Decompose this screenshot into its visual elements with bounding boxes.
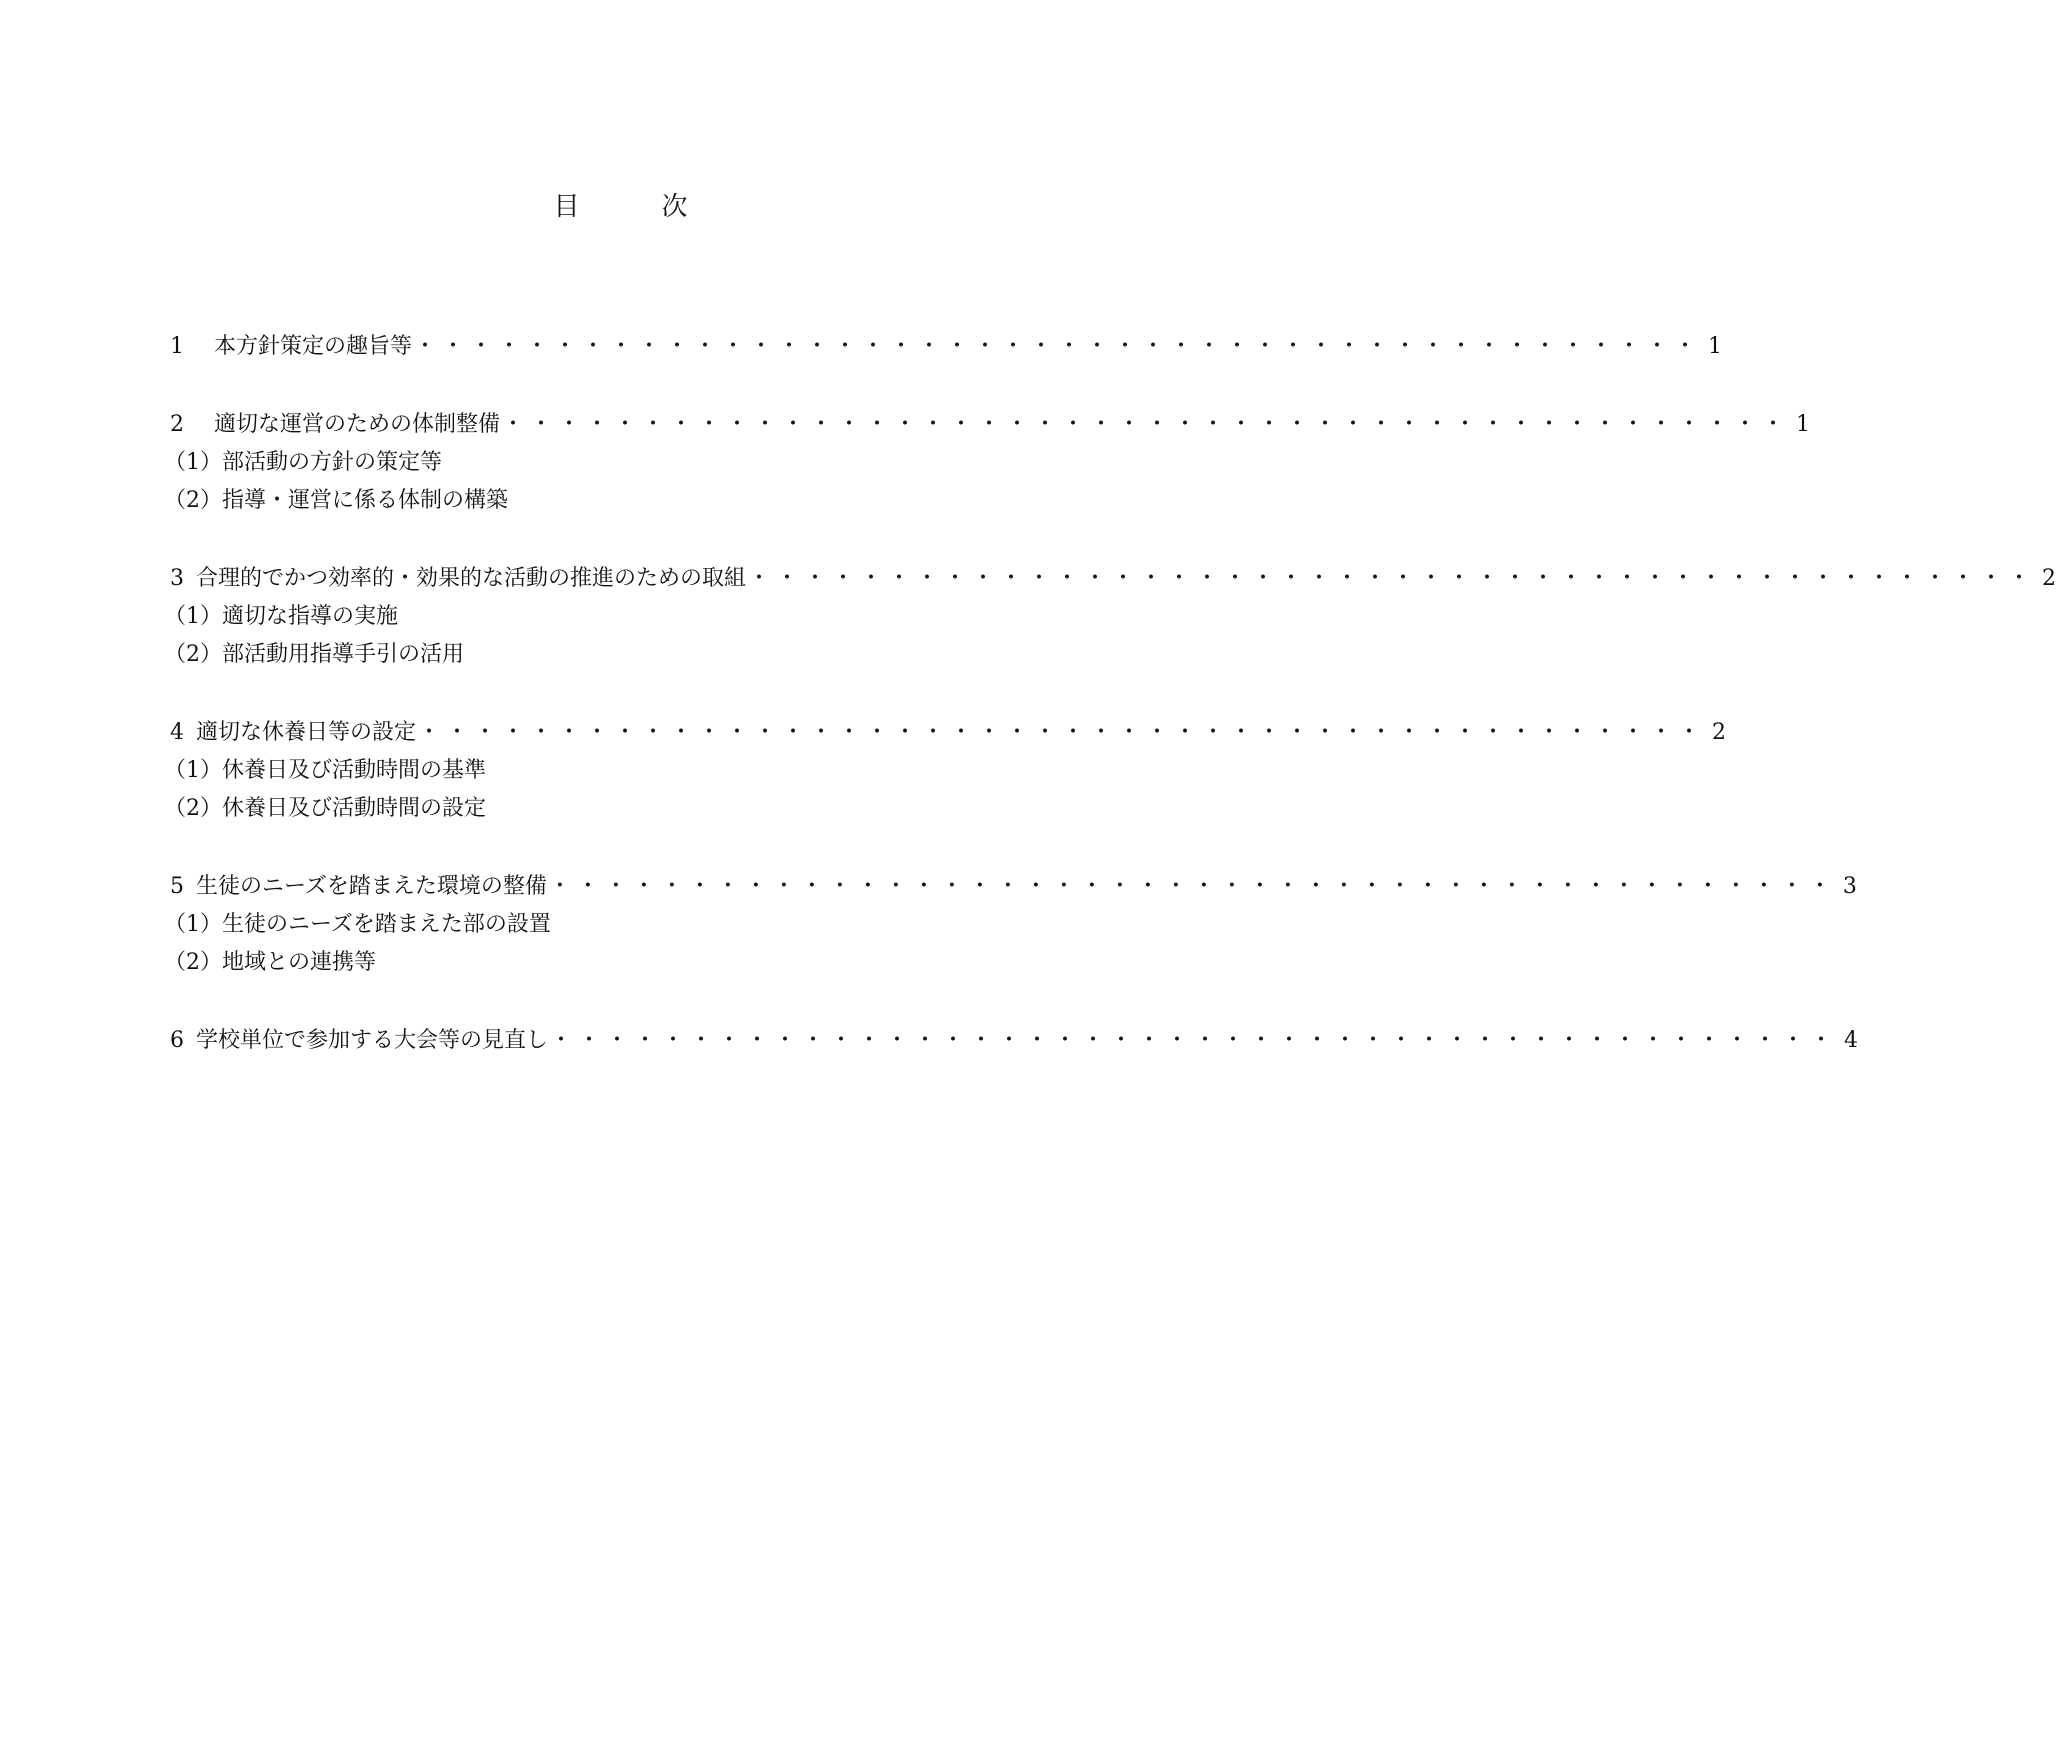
dot-leader: ・・・・・・・・・・・・・・・・・・・・・・・・・・・・・・・・・・・・・・・・・・・・・・ [414,334,1703,359]
dot-leader: ・・・・・・・・・・・・・・・・・・・・・・・・・・・・・・・・・・・・・・・・・・・・・・ [502,412,1791,437]
dot-leader: ・・・・・・・・・・・・・・・・・・・・・・・・・・・・・・・・・・・・・・・・・・・・・・ [550,1028,1839,1053]
toc-entry-page: 2 [2042,566,2056,591]
toc-entry-number: 1 [170,334,184,359]
toc-entry-number: 2 [170,412,184,437]
toc-subentry[interactable]: （1）生徒のニーズを踏まえた部の設置 [164,912,551,937]
toc-entry-page: 2 [1712,720,1727,745]
toc-subentry[interactable]: （1）適切な指導の実施 [164,604,398,629]
toc-subentry[interactable]: （2）休養日及び活動時間の設定 [164,796,486,821]
toc-subentry[interactable]: （2）指導・運営に係る体制の構築 [164,488,508,513]
toc-section-3 [164,560,2056,674]
toc-entry[interactable] [170,714,1727,752]
toc-entry-label: 適切な運営のための体制整備 [214,412,501,437]
page-title: 目 次 [553,192,716,222]
toc-entry-page: 1 [1796,412,1811,437]
toc-entry[interactable] [170,328,1723,366]
toc-subentry[interactable]: （1）休養日及び活動時間の基準 [164,758,486,783]
toc-section-5 [164,868,1857,982]
toc-entry-label: 適切な休養日等の設定 [196,720,417,745]
toc-entry-page: 1 [1708,334,1723,359]
dot-leader: ・・・・・・・・・・・・・・・・・・・・・・・・・・・・・・・・・・・・・・・・・・・・・・ [418,720,1707,745]
toc-entry[interactable] [170,868,1857,906]
toc-entry[interactable] [170,406,1811,444]
toc-entry-label: 学校単位で参加する大会等の見直し [196,1028,549,1053]
toc-section-2 [164,406,1811,520]
toc-entry-number: 5 [170,874,184,899]
dot-leader: ・・・・・・・・・・・・・・・・・・・・・・・・・・・・・・・・・・・・・・・・・・・・・・ [748,566,2037,591]
toc-subentry[interactable]: （1）部活動の方針の策定等 [164,450,442,475]
toc-entry-number: 4 [170,720,184,745]
toc-section-6 [170,1022,1859,1060]
dot-leader: ・・・・・・・・・・・・・・・・・・・・・・・・・・・・・・・・・・・・・・・・・・・・・・ [548,874,1837,899]
toc-subentry[interactable]: （2）部活動用指導手引の活用 [164,642,464,667]
toc-entry-page: 3 [1842,874,1857,899]
toc-entry-number: 3 [170,566,184,591]
toc-entry[interactable] [170,560,2056,598]
toc-entry-label: 本方針策定の趣旨等 [214,334,413,359]
toc-section-4 [164,714,1727,828]
toc-entry[interactable] [170,1022,1859,1060]
toc-entry-label: 生徒のニーズを踏まえた環境の整備 [196,874,547,899]
toc-entry-number: 6 [170,1028,184,1053]
table-of-contents [164,328,2056,1100]
toc-subentry[interactable]: （2）地域との連携等 [164,950,376,975]
toc-entry-page: 4 [1844,1028,1859,1053]
toc-entry-label: 合理的でかつ効率的・効果的な活動の推進のための取組 [196,566,747,591]
toc-section-1 [170,328,1723,366]
